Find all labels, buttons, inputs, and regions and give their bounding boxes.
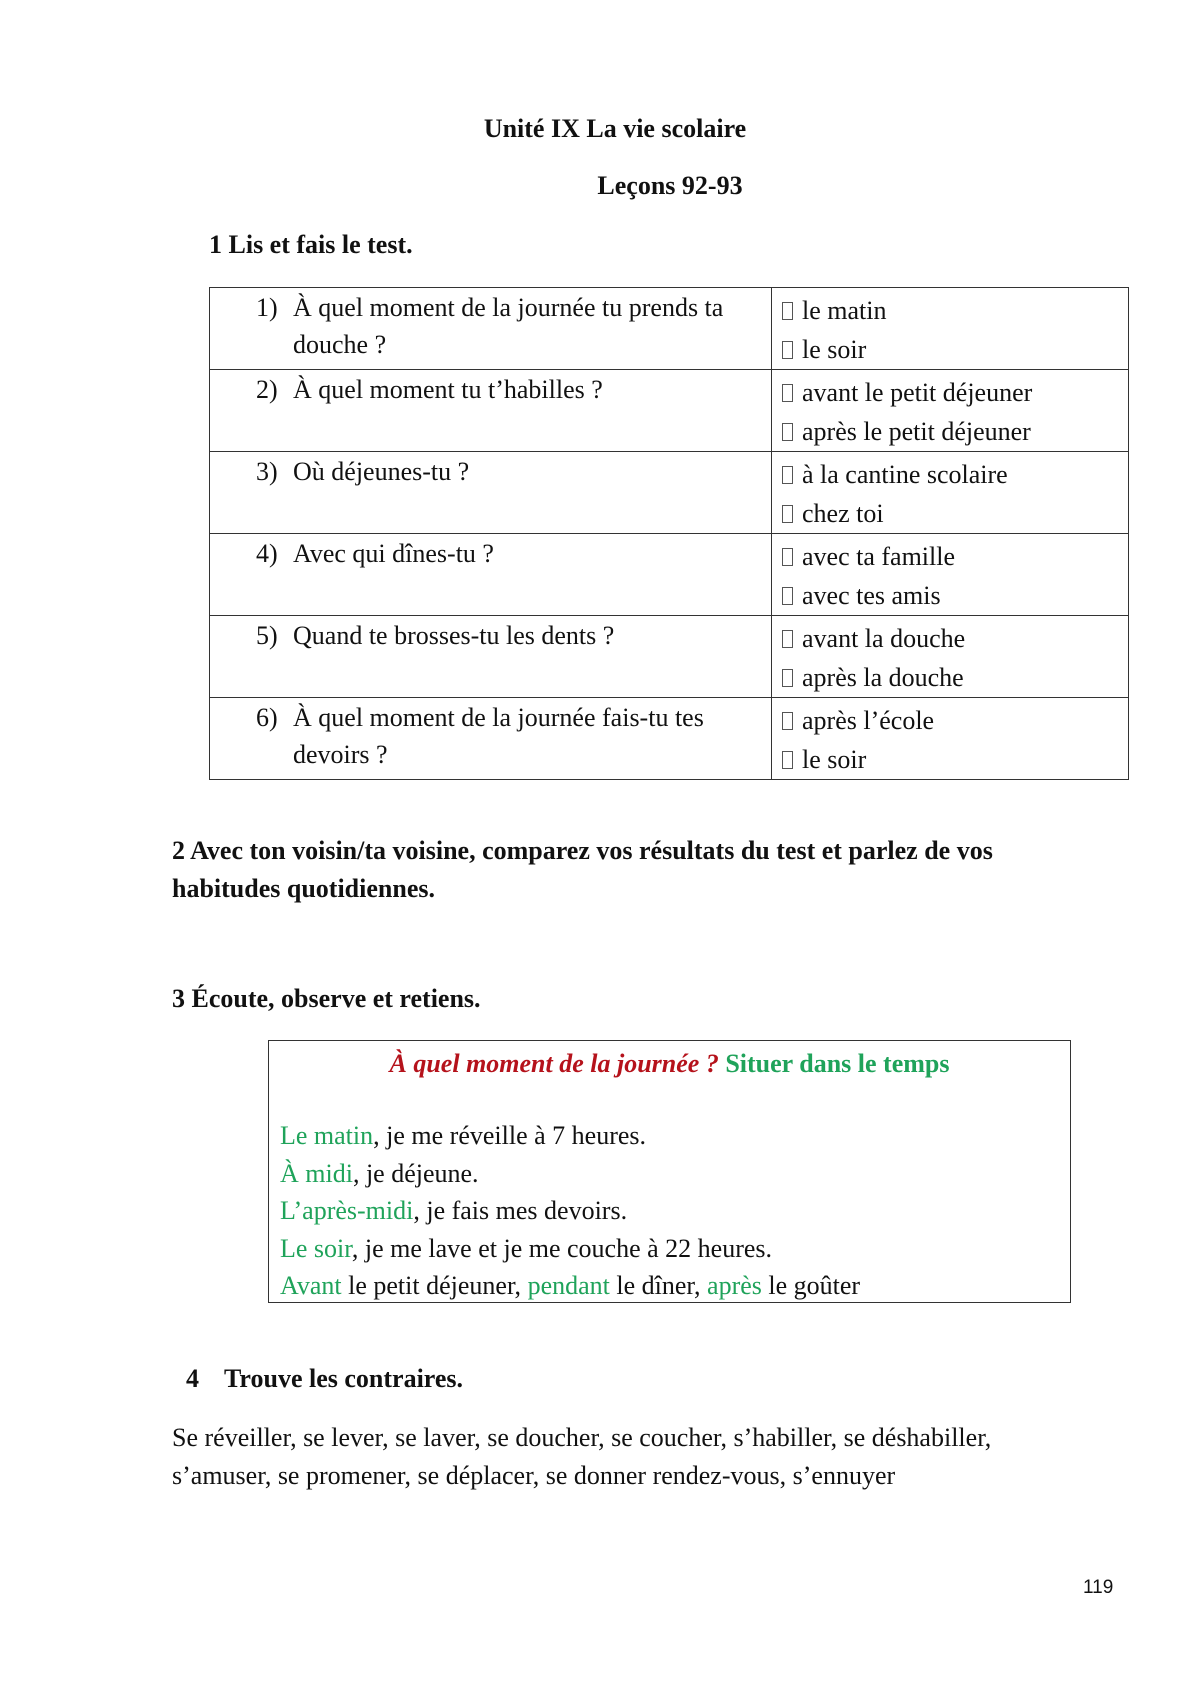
grammar-title-topic: Situer dans le temps: [725, 1049, 950, 1078]
checkbox[interactable]: [782, 505, 793, 523]
time-expression: Le soir: [280, 1233, 352, 1263]
exercise-4-number: 4: [186, 1364, 199, 1393]
checkbox[interactable]: [782, 712, 793, 730]
answer-option[interactable]: [782, 701, 1128, 740]
answer-option[interactable]: [782, 619, 1128, 658]
option-label: le matin: [802, 296, 887, 325]
example-rest: le petit déjeuner,: [341, 1271, 528, 1300]
quiz-row: [210, 616, 1129, 698]
quiz-row: [210, 534, 1129, 616]
checkbox[interactable]: [782, 751, 793, 769]
option-label: chez toi: [802, 499, 884, 528]
grammar-box-title: [269, 1047, 1070, 1081]
question-text: À quel moment de la journée tu prends ta douche ?: [293, 293, 724, 359]
question-number: 5): [256, 621, 278, 650]
answer-option[interactable]: [782, 330, 1128, 369]
answer-option[interactable]: [782, 740, 1128, 779]
answer-option[interactable]: [782, 412, 1128, 451]
question-number: 2): [256, 375, 278, 404]
time-expression: pendant: [527, 1271, 610, 1300]
answer-option[interactable]: [782, 291, 1128, 330]
question-cell: [210, 616, 772, 698]
grammar-examples: [280, 1117, 860, 1305]
option-label: avant le petit déjeuner: [802, 378, 1033, 407]
exercise-3-heading: 3 Écoute, observe et retiens.: [172, 984, 481, 1013]
question-cell: [210, 698, 772, 780]
options-cell: [772, 288, 1129, 370]
checkbox[interactable]: [782, 341, 793, 359]
example-line: [280, 1230, 860, 1268]
options-cell: [772, 452, 1129, 534]
checkbox[interactable]: [782, 669, 793, 687]
example-line: [280, 1267, 860, 1305]
answer-option[interactable]: [782, 373, 1128, 412]
quiz-table: [209, 287, 1129, 780]
option-label: après le petit déjeuner: [802, 417, 1031, 446]
option-label: avec ta famille: [802, 542, 956, 571]
options-cell: [772, 370, 1129, 452]
question-text: Avec qui dînes-tu ?: [293, 539, 494, 568]
option-label: après l’école: [802, 706, 935, 735]
answer-option[interactable]: [782, 576, 1128, 615]
answer-option[interactable]: [782, 455, 1128, 494]
time-expression: À midi: [280, 1158, 353, 1188]
option-label: le soir: [802, 745, 867, 774]
checkbox[interactable]: [782, 630, 793, 648]
option-label: à la cantine scolaire: [802, 460, 1008, 489]
question-cell: [210, 534, 772, 616]
unit-title: Unité IX La vie scolaire: [483, 114, 747, 143]
question-text: Quand te brosses-tu les dents ?: [293, 621, 615, 650]
question-number: 4): [256, 539, 278, 568]
question-number: 1): [256, 293, 278, 322]
quiz-row: [210, 370, 1129, 452]
example-rest: , je déjeune.: [352, 1158, 479, 1188]
example-line: [280, 1117, 860, 1155]
time-expression: Le matin: [280, 1121, 374, 1150]
checkbox[interactable]: [782, 587, 793, 605]
lessons-subtitle: Leçons 92-93: [597, 171, 743, 200]
example-rest: le goûter: [761, 1271, 861, 1300]
answer-option[interactable]: [782, 494, 1128, 533]
checkbox[interactable]: [782, 466, 793, 484]
time-expression: Avant: [280, 1271, 342, 1300]
question-cell: [210, 370, 772, 452]
checkbox[interactable]: [782, 384, 793, 402]
question-number: 3): [256, 457, 278, 486]
example-rest: , je me lave et je me couche à 22 heures.: [351, 1233, 773, 1263]
grammar-title-question: À quel moment de la journée ?: [389, 1049, 719, 1078]
example-line: [280, 1192, 860, 1230]
options-cell: [772, 616, 1129, 698]
answer-option[interactable]: [782, 658, 1128, 697]
example-rest: , je fais mes devoirs.: [413, 1196, 628, 1225]
question-cell: [210, 452, 772, 534]
example-rest: , je me réveille à 7 heures.: [373, 1121, 647, 1150]
question-text: À quel moment tu t’habilles ?: [293, 375, 603, 404]
time-expression: L’après-midi: [280, 1196, 414, 1225]
option-label: avant la douche: [802, 624, 966, 653]
answer-option[interactable]: [782, 537, 1128, 576]
options-cell: [772, 698, 1129, 780]
example-line: [280, 1155, 860, 1193]
exercise-4-heading: [186, 1364, 463, 1394]
checkbox[interactable]: [782, 548, 793, 566]
page-number: 119: [1083, 1577, 1114, 1598]
time-expression: après: [707, 1271, 762, 1300]
quiz-row: [210, 698, 1129, 780]
option-label: avec tes amis: [802, 581, 941, 610]
exercise-4-title: Trouve les contraires.: [224, 1364, 464, 1393]
question-number: 6): [256, 703, 278, 732]
exercise-4-word-list: Se réveiller, se lever, se laver, se doucher, se coucher, s’habiller, se déshabiller, s’amuser, se promener, se déplacer, se donner rendez-vous, s’ennuyer: [172, 1423, 992, 1490]
quiz-row: [210, 452, 1129, 534]
exercise-1-heading: 1 Lis et fais le test.: [209, 230, 413, 259]
question-text: Où déjeunes-tu ?: [293, 457, 470, 486]
checkbox[interactable]: [782, 423, 793, 441]
option-label: après la douche: [802, 663, 964, 692]
option-label: le soir: [802, 335, 867, 364]
exercise-2-instruction: 2 Avec ton voisin/ta voisine, comparez vos résultats du test et parlez de vos habitudes quotidiennes.: [172, 836, 993, 903]
quiz-row: [210, 288, 1129, 370]
question-cell: [210, 288, 772, 370]
example-rest: le dîner,: [609, 1271, 708, 1300]
grammar-box: [268, 1040, 1071, 1303]
checkbox[interactable]: [782, 302, 793, 320]
options-cell: [772, 534, 1129, 616]
question-text: À quel moment de la journée fais-tu tes devoirs ?: [293, 703, 704, 769]
